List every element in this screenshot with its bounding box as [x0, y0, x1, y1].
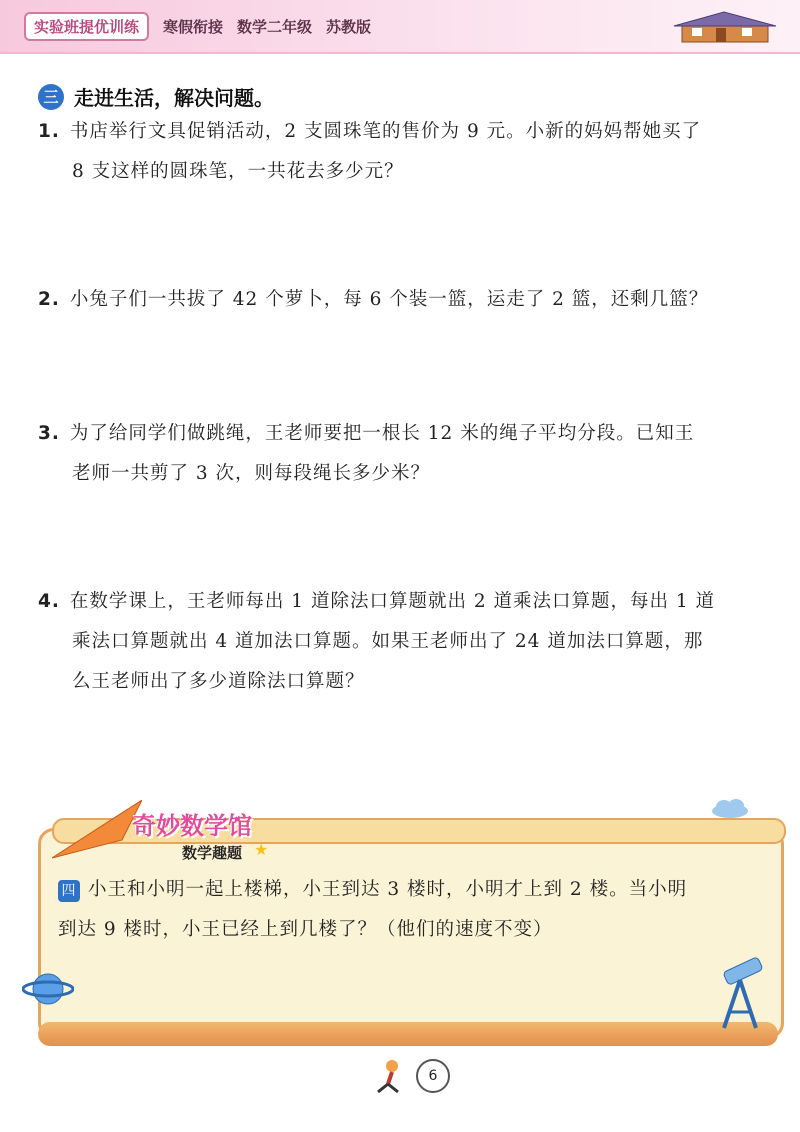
question-text: 老师一共剪了 3 次，则每段绳长多少米？ — [72, 463, 431, 484]
question-text: 么王老师出了多少道除法口算题？ — [72, 671, 365, 692]
section-title: 走进生活，解决问题。 — [74, 86, 274, 110]
problem-text: 小王和小明一起上楼梯，小王到达 3 楼时，小明才上到 2 楼。当小明 — [88, 879, 688, 900]
brand-label: 实验班提优训练 — [24, 12, 149, 41]
header-subtitle-1: 寒假衔接 — [163, 18, 224, 36]
page-number: 6 — [416, 1059, 450, 1093]
header-subtitle-2: 数学二年级 — [237, 18, 313, 36]
question-text: 书店举行文具促销活动，2 支圆珠笔的售价为 9 元。小新的妈妈帮她买了 — [69, 121, 702, 142]
fun-math-box — [22, 800, 790, 1050]
problem-badge: 四 — [58, 880, 80, 902]
question-text: 乘法口算题就出 4 道加法口算题。如果王老师出了 24 道加法口算题，那 — [72, 631, 704, 652]
section-badge: 三 — [38, 84, 64, 110]
problem-text: 到达 9 楼时，小王已经上到几楼了？（他们的速度不变） — [58, 919, 553, 940]
question-text: 为了给同学们做跳绳，王老师要把一根长 12 米的绳子平均分段。已知王 — [69, 423, 695, 444]
question-3 — [38, 414, 778, 494]
telescope-icon — [710, 950, 770, 1030]
question-text: 小兔子们一共拔了 42 个萝卜，每 6 个装一篮，运走了 2 篮，还剩几篮？ — [69, 289, 709, 310]
question-number: 3. — [38, 423, 60, 444]
cloud-icon — [710, 798, 750, 818]
question-2 — [38, 280, 778, 320]
question-4 — [38, 582, 778, 702]
question-number: 2. — [38, 289, 60, 310]
question-1 — [38, 112, 778, 192]
fun-box-problem — [58, 870, 748, 950]
question-number: 4. — [38, 591, 60, 612]
running-kid-icon — [370, 1058, 410, 1094]
page-footer — [370, 1058, 450, 1094]
page-header — [0, 0, 800, 54]
question-number: 1. — [38, 121, 60, 142]
planet-icon — [22, 968, 74, 1010]
fun-box-title: 奇妙数学馆 — [132, 812, 252, 840]
house-illustration — [664, 10, 784, 44]
pennant-icon — [52, 800, 142, 860]
star-icon: ★ — [254, 840, 269, 859]
header-band — [24, 12, 371, 41]
question-text: 在数学课上，王老师每出 1 道除法口算题就出 2 道乘法口算题，每出 1 道 — [69, 591, 716, 612]
section-heading — [38, 82, 274, 111]
scroll-bottom-roll — [38, 1022, 778, 1046]
header-subtitle-3: 苏教版 — [326, 18, 372, 36]
fun-box-subtitle: 数学趣题 — [182, 844, 243, 862]
question-text: 8 支这样的圆珠笔，一共花去多少元？ — [72, 161, 404, 182]
